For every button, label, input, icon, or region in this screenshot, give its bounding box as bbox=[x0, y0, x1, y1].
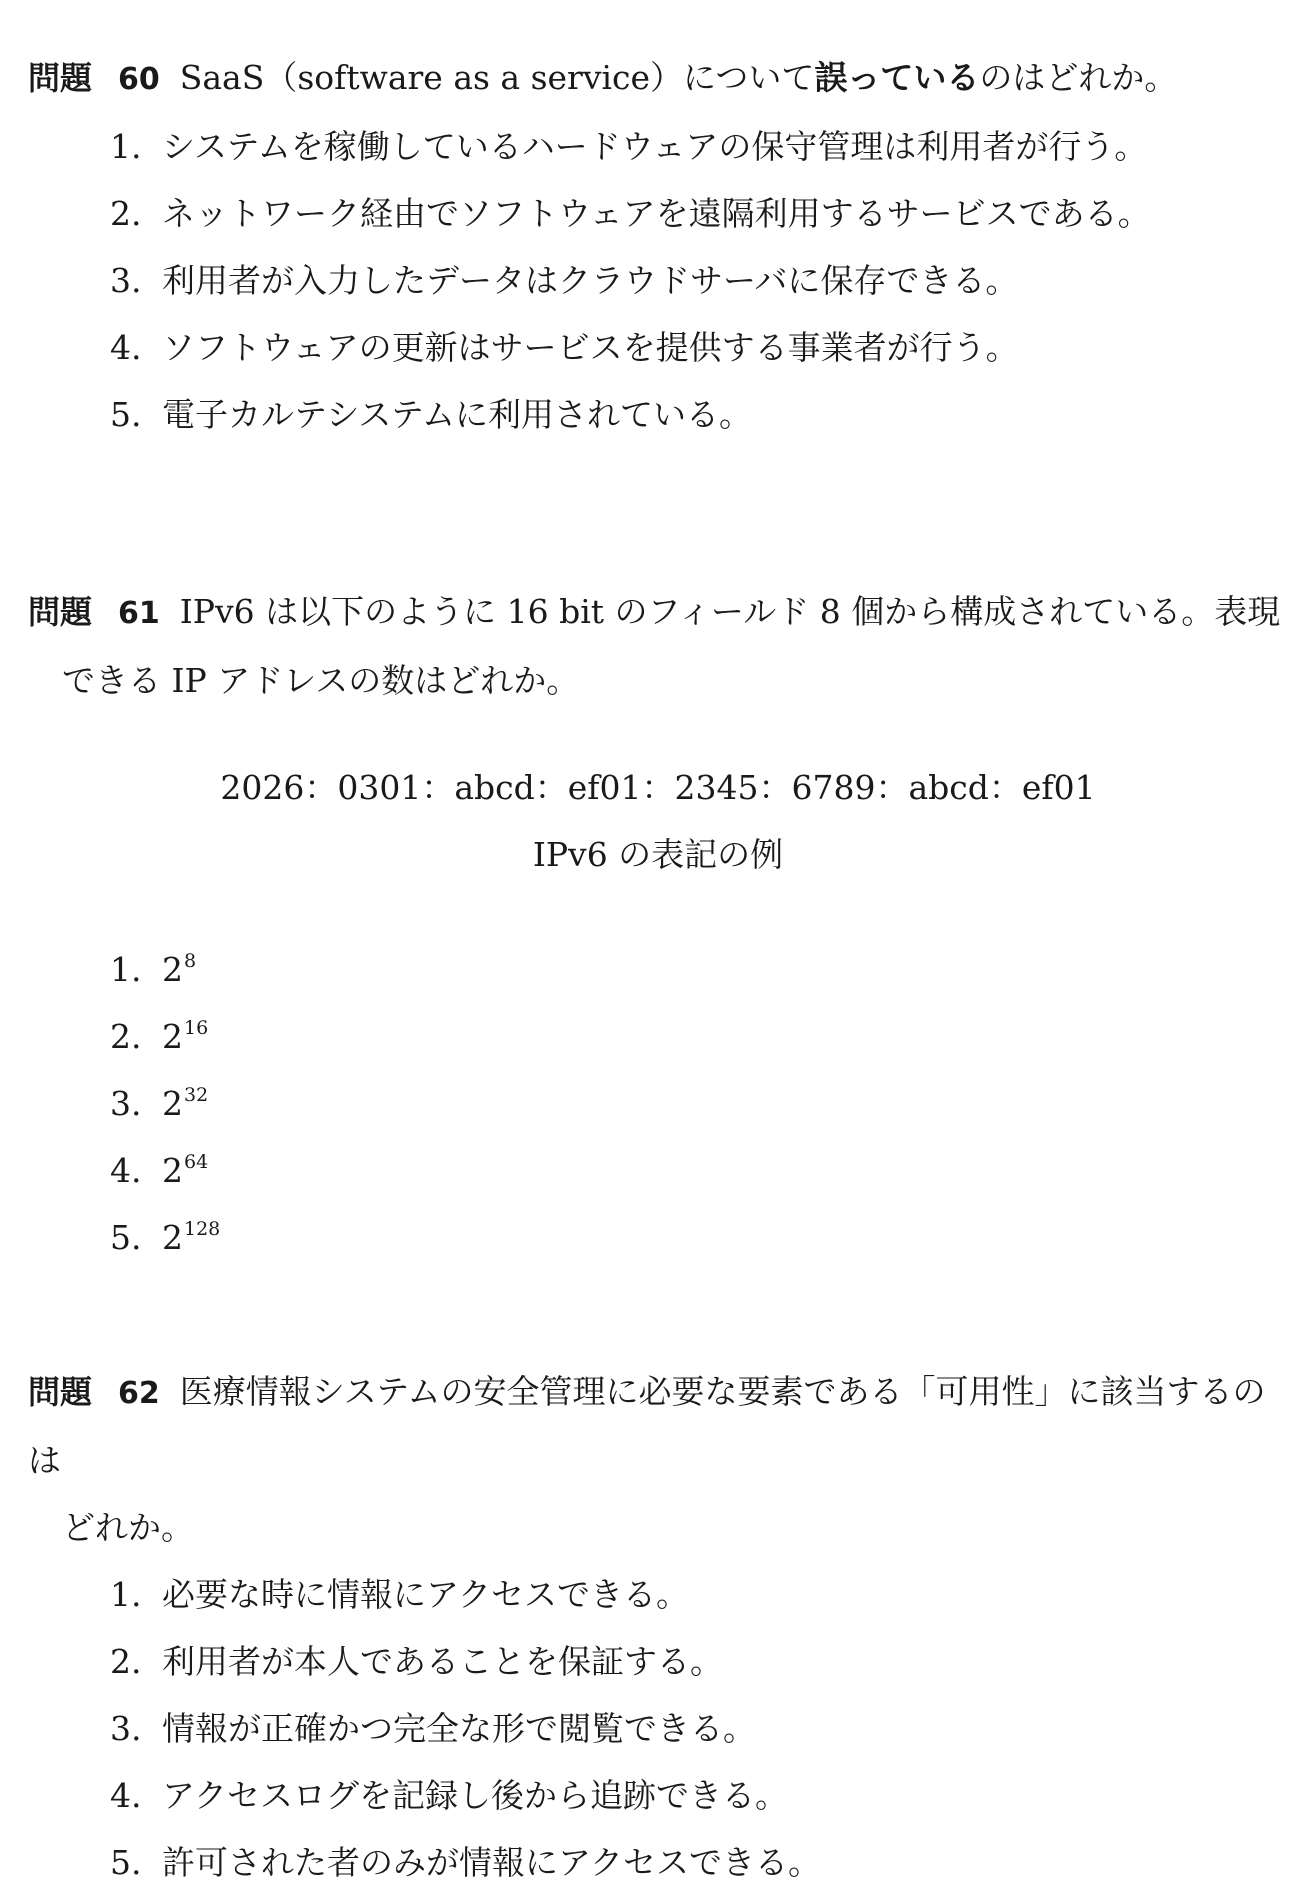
choice-1[interactable] bbox=[110, 1561, 1288, 1628]
choice-text: 利用者が本人であることを保証する。 bbox=[162, 1642, 723, 1681]
choice-3[interactable] bbox=[110, 247, 1288, 314]
choice-4[interactable] bbox=[110, 1129, 1288, 1196]
choice-text: ソフトウェアの更新はサービスを提供する事業者が行う。 bbox=[162, 328, 1019, 367]
choice-base: 2 bbox=[162, 1084, 183, 1123]
choice-number: 2. bbox=[110, 1642, 142, 1681]
choice-4[interactable] bbox=[110, 314, 1288, 381]
choice-1[interactable] bbox=[110, 928, 1288, 995]
question-61-stem bbox=[28, 578, 1288, 714]
question-label: 問題 bbox=[28, 59, 93, 97]
choice-number: 1. bbox=[110, 950, 142, 989]
choice-exponent: 128 bbox=[184, 1218, 221, 1240]
choice-text: システムを稼働しているハードウェアの保守管理は利用者が行う。 bbox=[162, 127, 1148, 166]
choice-number: 3. bbox=[110, 1709, 142, 1748]
choice-text: 利用者が入力したデータはクラウドサーバに保存できる。 bbox=[162, 261, 1019, 300]
choice-number: 3. bbox=[110, 261, 142, 300]
choice-number: 4. bbox=[110, 1151, 142, 1190]
choice-2[interactable] bbox=[110, 1628, 1288, 1695]
stem-emphasis: 誤っている bbox=[814, 58, 980, 97]
choice-1[interactable] bbox=[110, 113, 1288, 180]
choice-base: 2 bbox=[162, 1218, 183, 1257]
question-number: 61 bbox=[118, 596, 160, 631]
choice-5[interactable] bbox=[110, 1829, 1288, 1896]
question-60 bbox=[28, 44, 1288, 448]
choice-text: 情報が正確かつ完全な形で閲覧できる。 bbox=[162, 1709, 756, 1748]
choice-text: 電子カルテシステムに利用されている。 bbox=[162, 395, 753, 434]
ipv6-example-caption: IPv6 の表記の例 bbox=[532, 835, 784, 874]
choice-text: アクセスログを記録し後から追跡できる。 bbox=[162, 1776, 789, 1815]
question-60-stem bbox=[28, 44, 1288, 113]
choice-text: 許可された者のみが情報にアクセスできる。 bbox=[162, 1843, 822, 1882]
stem-text: IPv6 は以下のように 16 bit のフィールド 8 個から構成されている。表現 bbox=[179, 592, 1281, 631]
choice-3[interactable] bbox=[110, 1062, 1288, 1129]
choice-base: 2 bbox=[162, 1017, 183, 1056]
ipv6-address-example: 2026：0301：abcd：ef01：2345：6789：abcd：ef01 bbox=[220, 768, 1096, 807]
choice-number: 4. bbox=[110, 1776, 142, 1815]
stem-text-continued: できる IP アドレスの数はどれか。 bbox=[62, 661, 580, 700]
choice-base: 2 bbox=[162, 1151, 183, 1190]
choice-exponent: 16 bbox=[184, 1017, 209, 1039]
choice-5[interactable] bbox=[110, 1196, 1288, 1263]
choice-number: 5. bbox=[110, 1843, 142, 1882]
question-number: 62 bbox=[118, 1376, 160, 1411]
choice-number: 1. bbox=[110, 127, 142, 166]
choice-number: 1. bbox=[110, 1575, 142, 1614]
question-number: 60 bbox=[118, 62, 160, 97]
choice-list bbox=[28, 1561, 1288, 1896]
question-label: 問題 bbox=[28, 593, 93, 631]
choice-list bbox=[28, 928, 1288, 1263]
choice-3[interactable] bbox=[110, 1695, 1288, 1762]
choice-number: 2. bbox=[110, 1017, 142, 1056]
choice-number: 5. bbox=[110, 1218, 142, 1257]
choice-4[interactable] bbox=[110, 1762, 1288, 1829]
choice-number: 3. bbox=[110, 1084, 142, 1123]
stem-text-continued: どれか。 bbox=[62, 1508, 194, 1547]
question-61 bbox=[28, 578, 1288, 1263]
choice-exponent: 32 bbox=[184, 1084, 209, 1106]
choice-exponent: 8 bbox=[184, 950, 197, 972]
question-label: 問題 bbox=[28, 1373, 93, 1411]
choice-text: 必要な時に情報にアクセスできる。 bbox=[162, 1575, 690, 1614]
choice-number: 5. bbox=[110, 395, 142, 434]
question-62-stem bbox=[28, 1358, 1288, 1561]
ipv6-example bbox=[28, 754, 1288, 888]
stem-text-end: のはどれか。 bbox=[979, 58, 1178, 97]
choice-base: 2 bbox=[162, 950, 183, 989]
choice-text: ネットワーク経由でソフトウェアを遠隔利用するサービスである。 bbox=[162, 194, 1151, 233]
choice-5[interactable] bbox=[110, 381, 1288, 448]
choice-number: 4. bbox=[110, 328, 142, 367]
question-62 bbox=[28, 1358, 1288, 1896]
stem-text: SaaS（software as a service）について bbox=[179, 58, 815, 97]
choice-exponent: 64 bbox=[184, 1151, 209, 1173]
choice-number: 2. bbox=[110, 194, 142, 233]
stem-text: 医療情報システムの安全管理に必要な要素である「可用性」に該当するのは bbox=[28, 1372, 1266, 1480]
choice-list bbox=[28, 113, 1288, 448]
choice-2[interactable] bbox=[110, 180, 1288, 247]
choice-2[interactable] bbox=[110, 995, 1288, 1062]
